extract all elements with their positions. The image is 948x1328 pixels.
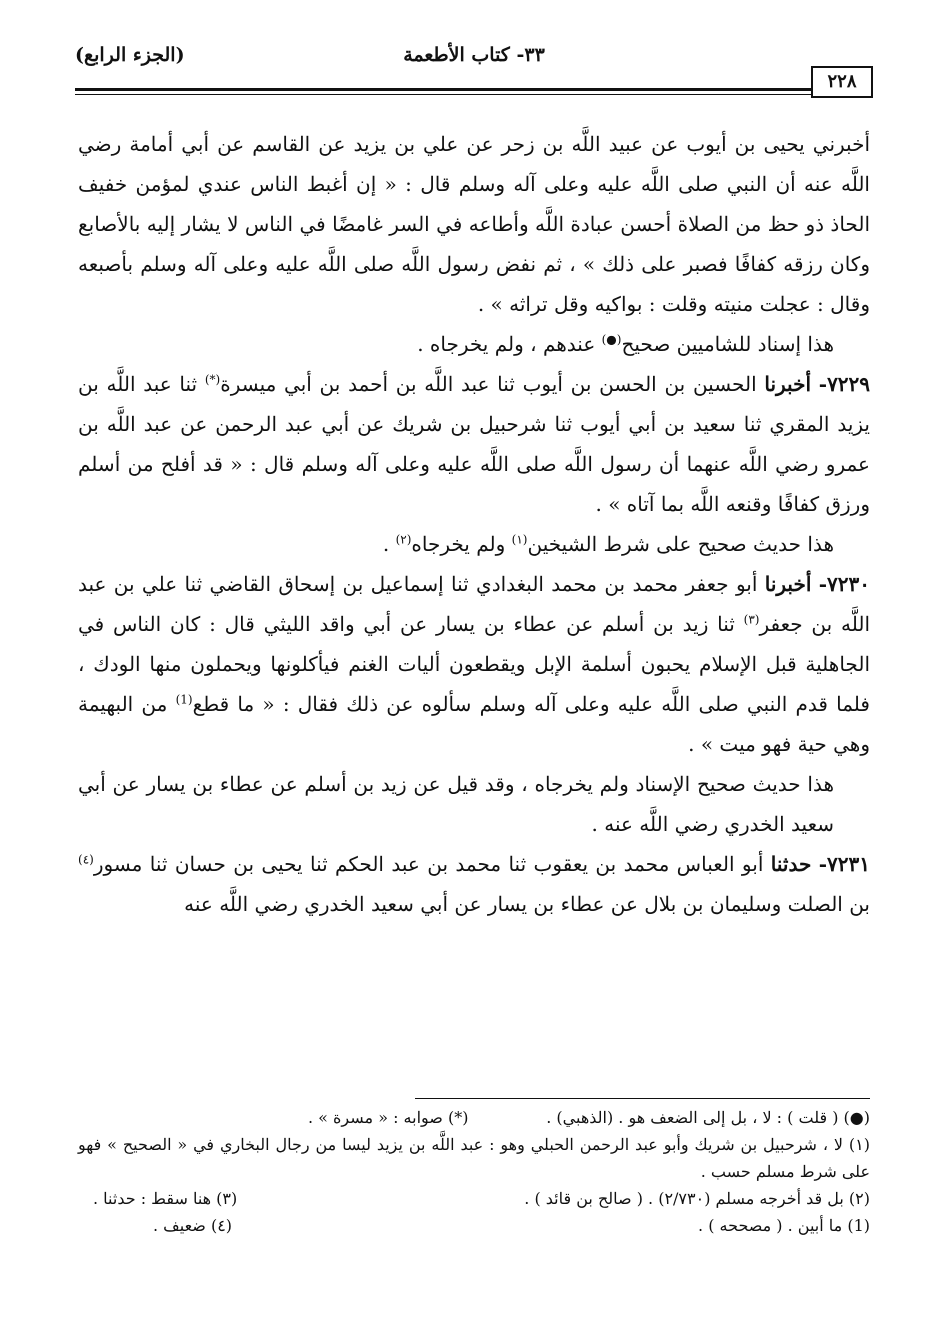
hadith-text-b: بن الصلت وسليمان بن بلال عن عطاء بن يسار عن أبي سعيد الخدري رضي اللَّه عنه	[184, 892, 870, 916]
footnote-dot: (●) ( قلت ) : لا ، بل إلى الضعف هو . (الذهبي) .	[546, 1108, 870, 1127]
footnote-row-1	[78, 1104, 870, 1131]
footnote-2: (٢) بل قد أخرجه مسلم (٢/٧٣٠) . ( صالح بن قائد ) .	[524, 1189, 870, 1208]
footnote-star: (*) صوابه : « مسرة » .	[308, 1108, 469, 1127]
paragraph-4-text-b: ولم يخرجاه	[411, 532, 506, 556]
hadith-7231	[78, 844, 870, 924]
footnote-ref-2: (٢)	[395, 532, 412, 547]
page-header	[75, 40, 873, 100]
footnote-3: (٣) هنا سقط : حدثنا .	[93, 1189, 238, 1208]
footnote-divider	[415, 1098, 870, 1099]
hadith-keyword: حدثنا	[770, 852, 812, 876]
paragraph-2-text-a: هذا إسناد للشاميين صحيح	[621, 332, 834, 356]
hadith-7229	[78, 364, 870, 524]
main-text	[78, 124, 870, 924]
hadith-text-c: من البهيمة وهي حية فهو ميت » .	[78, 692, 870, 756]
hadith-number: ٧٢٢٩-	[818, 372, 871, 396]
paragraph-4	[78, 524, 870, 564]
footnote-4: (٤) ضعيف .	[153, 1216, 233, 1235]
page-number: ٢٢٨	[811, 66, 873, 98]
paragraph-4-text-a: هذا حديث صحيح على شرط الشيخين	[527, 532, 834, 556]
hadith-keyword: أخبرنا	[764, 372, 812, 396]
footnote-ref-star: (*)	[204, 372, 221, 387]
paragraph-4-text-c: .	[382, 532, 390, 556]
hadith-7230	[78, 564, 870, 764]
hadith-text-a: أبو جعفر محمد بن محمد البغدادي ثنا إسماعيل بن إسحاق القاضي ثنا علي بن عبد اللَّه بن جعفر	[78, 572, 871, 636]
hadith-number: ٧٢٣٠-	[818, 572, 870, 596]
hadith-text-a: أبو العباس محمد بن يعقوب ثنا محمد بن عبد الحكم ثنا يحيى بن حسان ثنا مسور	[93, 852, 764, 876]
hadith-text-b: ثنا زيد بن أسلم عن عطاء بن يسار عن أبي واقد الليثي قال : كان الناس في الجاهلية قبل الإسلام يحبون أسلمة الإبل ويقطعون أليات الغنم فيأكلونها ويحملون منها الودك ، فلما قدم النبي صلى اللَّه عليه وعلى آله وسلم سألوه عن ذلك فقال : « ما قطع	[78, 612, 870, 716]
hadith-text-b: ثنا عبد اللَّه بن يزيد المقري ثنا سعيد بن أبي أيوب ثنا شرحبيل بن شريك عن أبي عبد الرحمن عن عبد اللَّه بن عمرو رضي اللَّه عنهما أن رسول اللَّه صلى اللَّه عليه وعلى آله وسلم قال : « قد أفلح من أسلم ورزق كفافًا وقنعه اللَّه بما آتاه » .	[78, 372, 870, 516]
footnote-row-4	[78, 1212, 870, 1239]
footnote-1: (١) لا ، شرحبيل بن شريك وأبو عبد الرحمن الحبلي وهو : عبد اللَّه بن يزيد ليسا من رجال البخاري في « الصحيح » فهو على شرط مسلم حسب .	[78, 1135, 870, 1181]
footnote-1b: (1) ما أبين . ( مصححه ) .	[698, 1216, 870, 1235]
footnotes	[78, 1104, 870, 1239]
footnote-ref-1: (١)	[511, 532, 528, 547]
footnote-row-3	[78, 1185, 870, 1212]
footnote-ref-dot: (●)	[601, 332, 622, 347]
footnote-ref-4: (٤)	[78, 852, 94, 867]
paragraph-1: أخبرني يحيى بن أيوب عن عبيد اللَّه بن زحر عن علي بن يزيد عن القاسم عن أبي أمامة رضي اللَّه عنه أن النبي صلى اللَّه عليه وعلى آله وسلم قال : « إن أغبط الناس عندي لمؤمن خفيف الحاذ ذو حظ من الصلاة أحسن عبادة اللَّه وأطاعه في السر غامضًا في الناس لا يشار إليه بالأصابع وكان رزقه كفافًا فصبر على ذلك » ، ثم نفض رسول اللَّه صلى اللَّه عليه وعلى آله وسلم بأصبعه وقال : عجلت منيته وقلت : بواكيه وقل تراثه » .	[78, 132, 870, 316]
hadith-keyword: أخبرنا	[764, 572, 812, 596]
hadith-number: ٧٢٣١-	[818, 852, 870, 876]
book-title: ٣٣- كتاب الأطعمة	[403, 44, 545, 66]
paragraph-2	[78, 324, 870, 364]
hadith-text-a: الحسين بن الحسن بن أيوب ثنا عبد اللَّه بن أحمد بن أبي ميسرة	[220, 372, 757, 396]
paragraph-6: هذا حديث صحيح الإسناد ولم يخرجاه ، وقد قيل عن زيد بن أسلم عن عطاء بن يسار عن أبي سعيد الخدري رضي اللَّه عنه .	[78, 772, 834, 836]
volume-title: (الجزء الرابع)	[75, 44, 185, 66]
footnote-ref-1b: (1)	[175, 692, 193, 707]
footnote-ref-3: (٣)	[743, 612, 760, 627]
header-rule-thin	[75, 94, 813, 95]
paragraph-2-text-b: عندهم ، ولم يخرجاه .	[417, 332, 596, 356]
header-rule-thick	[75, 88, 813, 91]
